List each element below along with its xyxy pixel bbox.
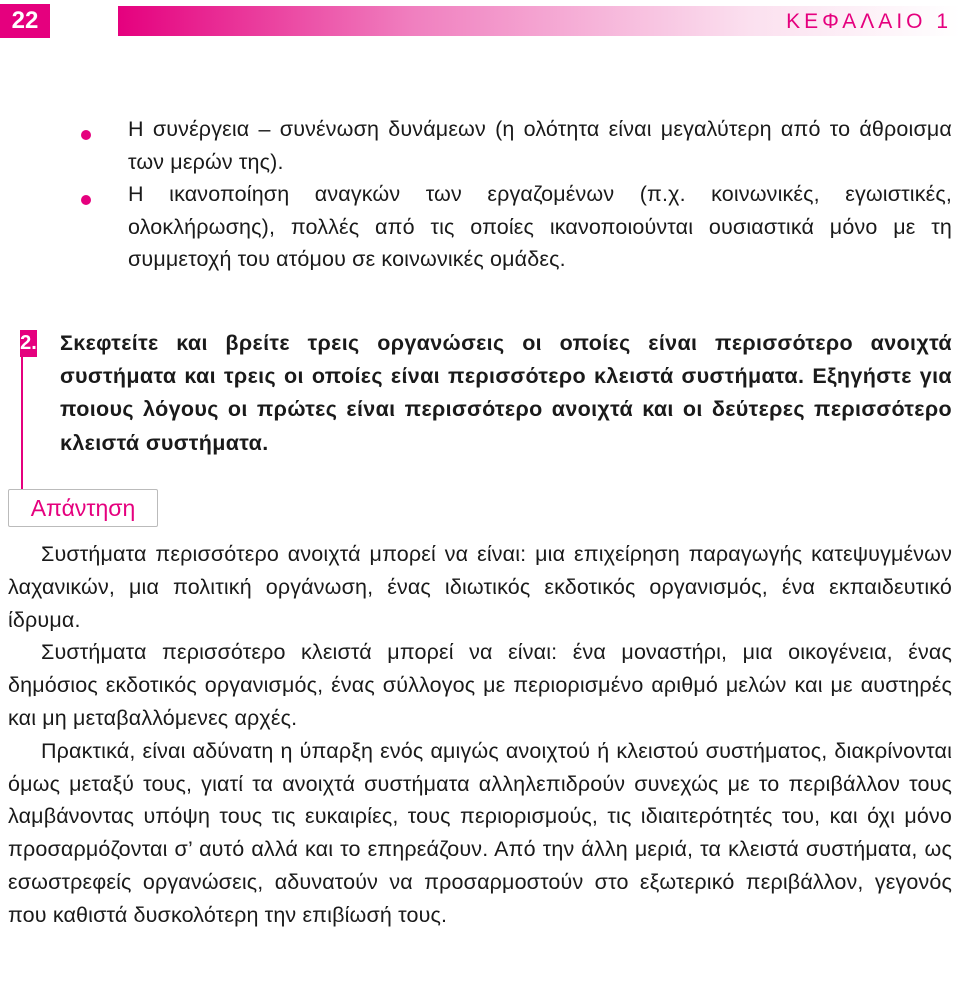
answer-paragraph: Συστήματα περισσότερο κλειστά μπορεί να είναι: ένα μοναστήρι, μια οικογένεια, ένας δημόσιος εκδοτικός οργανισμός, ένας σύλλογος με περιορισμένο αριθμό μελών και με αυστηρές και μη μεταβαλλόμενες αρχές.: [8, 640, 952, 730]
chapter-title: ΚΕΦΑΛΑΙΟ 1: [786, 10, 952, 33]
question-rule: [21, 357, 23, 489]
bullet-text: Η ικανοποίηση αναγκών των εργαζομένων (π.χ. κοινωνικές, εγωιστικές, ολοκλήρωσης), πολλές από τις οποίες ικανοποιούνται ουσιαστικά μόνο με τη συμμετοχή του ατόμου σε κοινωνικές ομάδες.: [128, 182, 952, 271]
question-text: Σκεφτείτε και βρείτε τρεις οργανώσεις οι οποίες είναι περισσότερο ανοιχτά συστήματα και τρεις οι οποίες είναι περισσότερο κλειστά συστήματα. Εξηγήστε για ποιους λόγους οι πρώτες είναι περισσότερο ανοιχτά και οι δεύτερες περισσότερο κλειστά συστήματα.: [60, 331, 952, 455]
answer-body: [8, 538, 952, 932]
answer-paragraph: Πρακτικά, είναι αδύνατη η ύπαρξη ενός αμιγώς ανοιχτού ή κλειστού συστήματος, διακρίνονται όμως μεταξύ τους, γιατί τα ανοιχτά συστήματα αλληλεπιδρούν συνεχώς με το περιβάλλον τους λαμβάνοντας υπόψη τους τις ευκαιρίες, τους περιορισμούς, τις ιδιαιτερότητές του, και όχι μόνο προσαρμόζονται σ’ αυτό αλλά και το επηρεάζουν. Από την άλλη μεριά, τα κλειστά συστήματα, ως εσωστρεφείς οργανώσεις, αδυνατούν να προσαρμοστούν στο εξωτερικό περιβάλλον, γεγονός που καθιστά δυσκολότερη την επιβίωσή τους.: [8, 738, 952, 927]
answer-paragraph: Συστήματα περισσότερο ανοιχτά μπορεί να είναι: μια επιχείρηση παραγωγής κατεψυγμένων λαχανικών, μια πολιτική οργάνωση, ένας ιδιωτικός εκδοτικός οργανισμός, ένα εκπαιδευτικό ίδρυμα.: [8, 542, 952, 632]
page-number: 22: [0, 4, 50, 38]
question-number: 2.: [20, 330, 37, 357]
answer-label: Απάντηση: [8, 489, 158, 527]
list-item: [0, 113, 960, 178]
list-item: [0, 178, 960, 276]
bullet-list: [0, 113, 960, 276]
bullet-dot-icon: [81, 195, 91, 205]
bullet-text: Η συνέργεια – συνένωση δυνάμεων (η ολότητα είναι μεγαλύτερη από το άθροισμα των μερών της).: [128, 117, 952, 174]
bullet-dot-icon: [81, 130, 91, 140]
